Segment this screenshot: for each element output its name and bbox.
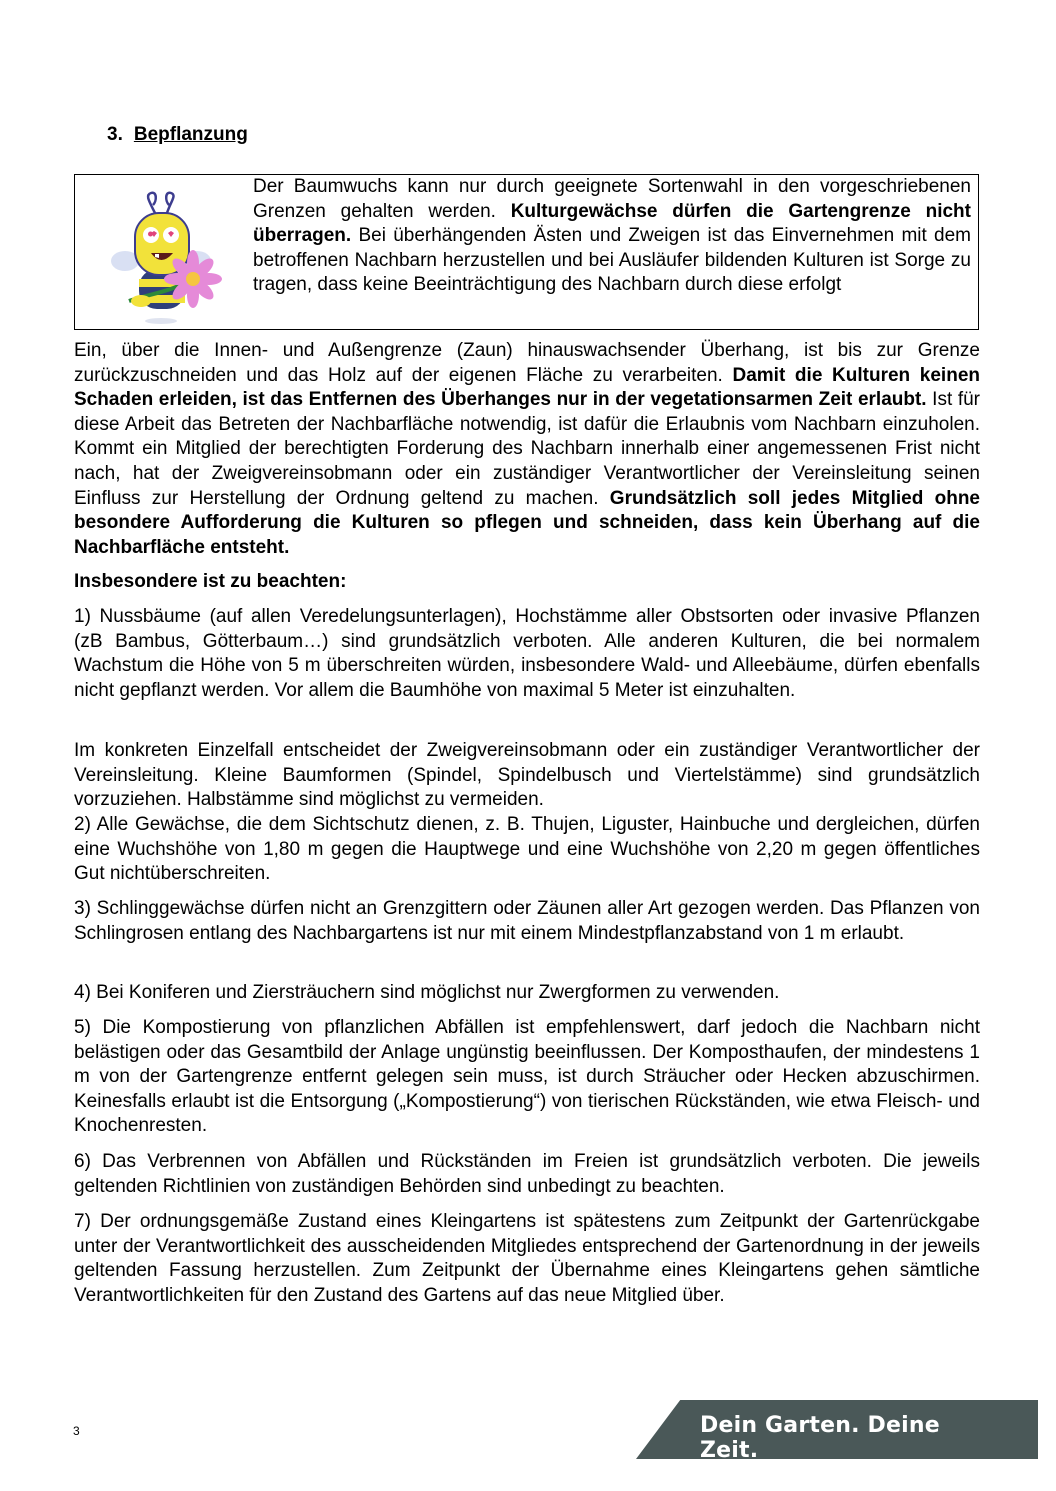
notice-heading: Insbesondere ist zu beachten: (74, 571, 347, 592)
para1-text-bold-1: Damit die Kulturen keinen Schaden erleiden, ist das Entfernen des Überhanges nur in der vegetationsarmen Zeit erlaubt. (74, 364, 980, 411)
section-title: Bepflanzung (133, 124, 248, 145)
page-number: 3 (73, 1424, 80, 1438)
paragraph-overhang (74, 339, 980, 560)
list-item-6: 6) Das Verbrennen von Abfällen und Rückständen im Freien ist grundsätzlich verboten. Die jeweils geltenden Richtlinien von zuständigen Behörden sind unbedingt zu beachten. (74, 1151, 980, 1197)
list-item-7: 7) Der ordnungsgemäße Zustand eines Kleingartens ist spätestens zum Zeitpunkt der Gartenrückgabe unter der Verantwortlichkeit des ausscheidenden Mitgliedes entsprechend der Gartenordnung in der jeweils geltenden Fassung herzustellen. Zum Zeitpunkt der Übernahme eines Kleingartens gehen sämtliche Verantwortlichkeiten für den Zustand des Gartens auf das neue Mitglied über. (74, 1211, 980, 1306)
bee-with-flower-icon (105, 183, 223, 335)
section-heading (107, 124, 248, 146)
list-item-5: 5) Die Kompostierung von pflanzlichen Abfällen ist empfehlenswert, darf jedoch die Nachbarn nicht belästigen oder das Gesamtbild der Anlage ungünstig beeinflussen. Der Komposthaufen, der mindestens 1 m von der Gartengrenze entfernt gelegen sein muss, ist durch Sträucher oder Hecken abzuschirmen. Keinesfalls erlaubt ist die Entsorgung („Kompostierung“) von tierischen Rückständen, wie etwa Fleisch- und Knochenresten. (74, 1017, 980, 1137)
intro-box (74, 174, 979, 330)
intro-paragraph (253, 175, 971, 298)
para1-text-bold-2: Grundsätzlich soll jedes Mitglied ohne besondere Aufforderung die Kulturen so pflegen und schneiden, dass kein Überhang auf die Nachbarfläche entsteht. (74, 487, 980, 558)
list-item-1b: Im konkreten Einzelfall entscheidet der Zweigvereinsobmann oder ein zuständiger Verantwortlicher der Vereinsleitung. Kleine Baumformen (Spindel, Spindelbusch und Viertelstämme) sind grundsätzlich vorzuziehen. Halbstämme sind möglichst zu vermeiden. (74, 740, 980, 811)
list-item-4: 4) Bei Koniferen und Ziersträuchern sind möglichst nur Zwergformen zu verwenden. (74, 982, 780, 1003)
slogan-text: Dein Garten. Deine Zeit. (700, 1413, 940, 1463)
para1-text-1: Ein, über die Innen- und Außengrenze (Zaun) hinauswachsender Überhang, ist bis zur Grenze zurückzuschneiden und das Holz auf der eigenen Fläche zu verarbeiten. (74, 340, 980, 386)
intro-text-bold: Kulturgewächse dürfen die Gartengrenze nicht überragen. (253, 200, 971, 247)
section-number: 3. (107, 124, 123, 145)
intro-text-3: Bei überhängenden Ästen und Zweigen ist das Einvernehmen mit dem betroffenen Nachbarn herzustellen und bei Ausläufer bildenden Kulturen ist Sorge zu tragen, dass keine Beeinträchtigung des Nachbarn durch diese erfolgt (253, 225, 971, 296)
list-item-2: 2) Alle Gewächse, die dem Sichtschutz dienen, z. B. Thujen, Liguster, Hainbuche und dergleichen, dürfen eine Wuchshöhe von 1,80 m gegen die Hauptwege und eine Wuchshöhe von 2,20 m gegen öffentliches Gut nichtüberschreiten. (74, 814, 980, 885)
para1-text-3: Ist für diese Arbeit das Betreten der Nachbarfläche notwendig, ist dafür die Erlaubnis vom Nachbarn einzuholen. Kommt ein Mitglied der berechtigten Forderung des Nachbarn innerhalb einer angemessenen Frist nicht nach, hat der Zweigvereinsobmann oder ein zuständiger Verantwortlicher der Vereinsleitung seinen Einfluss zur Herstellung der Ordnung geltend zu machen. (74, 389, 980, 509)
list-item-3: 3) Schlinggewächse dürfen nicht an Grenzgittern oder Zäunen aller Art gezogen werden. Das Pflanzen von Schlingrosen entlang des Nachbargartens ist nur mit einem Mindestpflanzabstand von 1 m erlaubt. (74, 898, 980, 944)
intro-text-1: Der Baumwuchs kann nur durch geeignete Sortenwahl in den vorgeschriebenen Grenzen gehalten werden. (253, 176, 971, 222)
list-item-1: 1) Nussbäume (auf allen Veredelungsunterlagen), Hochstämme aller Obstsorten oder invasive Pflanzen (zB Bambus, Götterbaum…) sind grundsätzlich verboten. Alle anderen Kulturen, die bei normalem Wachstum die Höhe von 5 m überschreiten würden, insbesondere Wald- und Alleebäume, dürfen ebenfalls nicht gepflanzt werden. Vor allem die Baumhöhe von maximal 5 Meter ist einzuhalten. (74, 606, 980, 701)
